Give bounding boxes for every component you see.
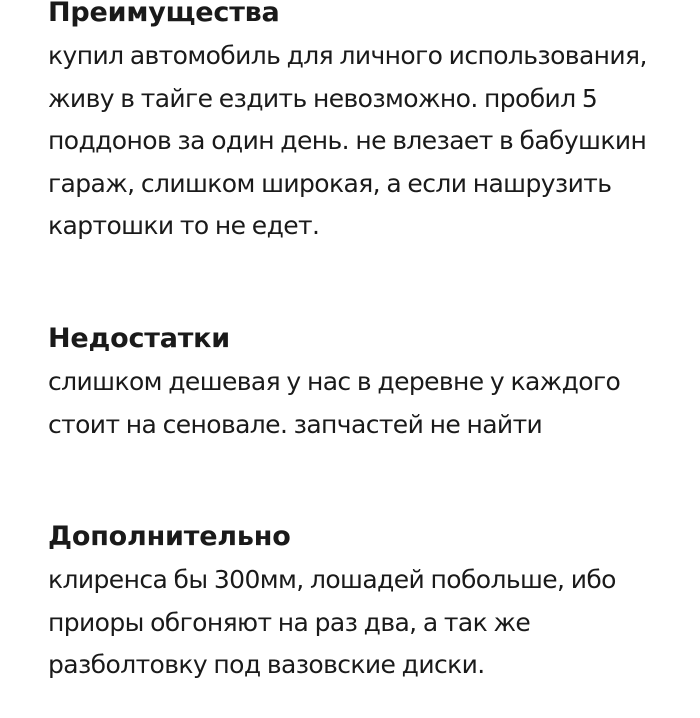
extra-text: клиренса бы 300мм, лошадей побольше, ибо приоры обгоняют на раз два, а так же разболтовку под вазовские диски. — [48, 565, 616, 679]
pros-section — [48, 0, 668, 248]
pros-text: купил автомобиль для личного использования, живу в тайге ездить невозможно. пробил 5 поддонов за один день. не влезает в бабушкин гараж, слишком широкая, а если нашрузить картошки то не едет. — [48, 41, 647, 240]
cons-title: Недостатки — [48, 323, 231, 354]
extra-title: Дополнительно — [48, 521, 291, 552]
extra-section — [48, 520, 668, 687]
cons-section — [48, 322, 668, 446]
pros-title: Преимущества — [48, 0, 280, 28]
cons-text: слишком дешевая у нас в деревне у каждого стоит на сеновале. запчастей не найти — [48, 367, 621, 439]
